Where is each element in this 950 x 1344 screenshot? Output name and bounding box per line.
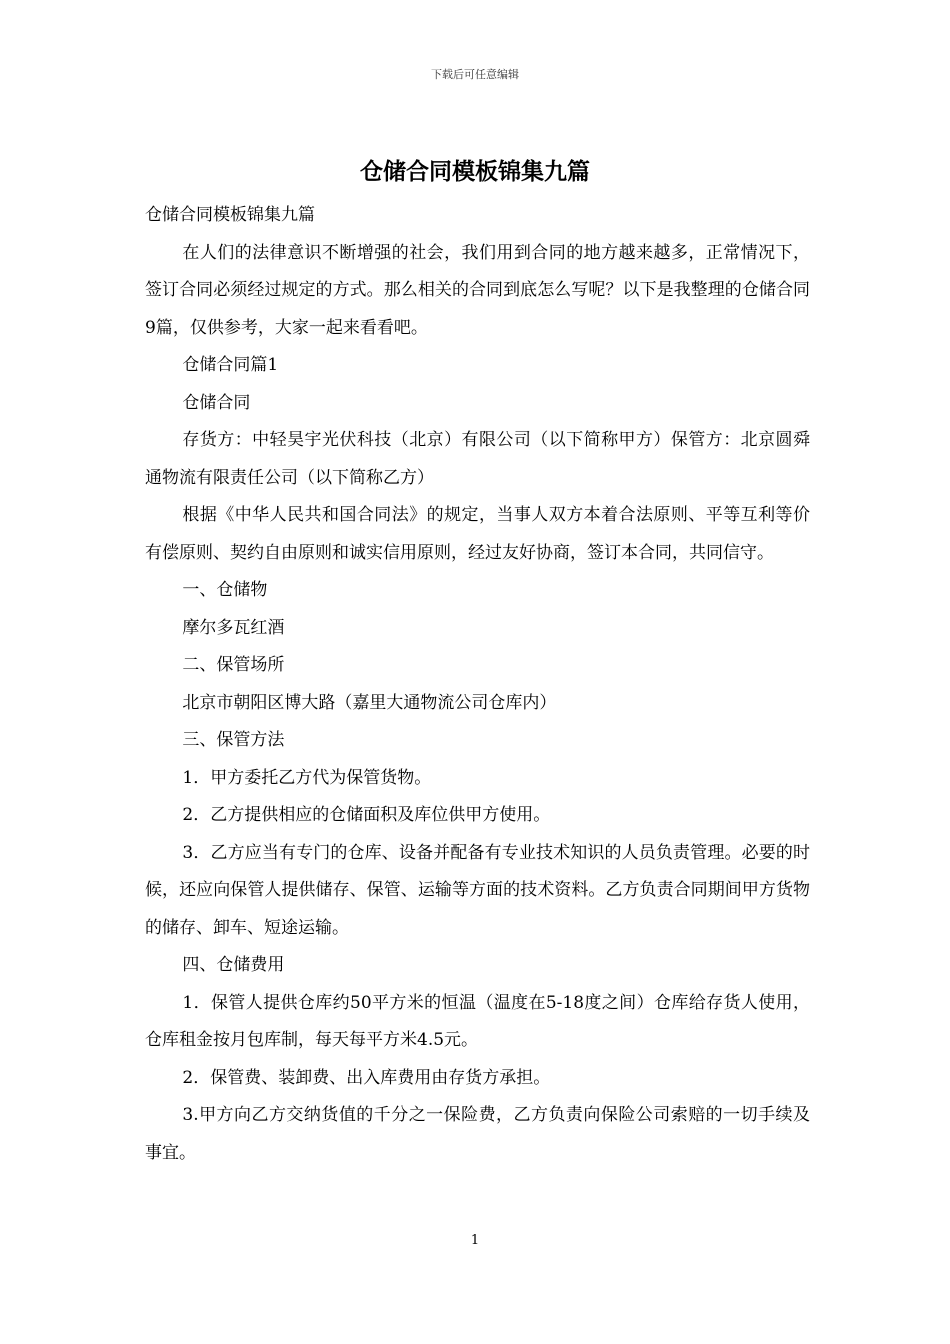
paragraph-subtitle: 仓储合同模板锦集九篇 — [145, 205, 315, 225]
list-item: 1．保管人提供仓库约50平方米的恒温（温度在5-18度之间）仓库给存货人使用，仓库租金按月包库制，每天每平方米4.5元。 — [145, 992, 810, 1050]
section-heading: 仓储合同 — [182, 392, 251, 413]
section-heading: 仓储合同篇1 — [182, 355, 279, 375]
paragraph: 在人们的法律意识不断增强的社会，我们用到合同的地方越来越多，正常情况下，签订合同必须经过规定的方式。那么相关的合同到底怎么写呢？以下是我整理的仓储合同9篇，仅供参考，大家一起来看看吧。 — [145, 242, 810, 338]
paragraph: 北京市朝阳区博大路（嘉里大通物流公司仓库内） — [182, 692, 557, 713]
section-heading: 二、保管场所 — [182, 655, 285, 675]
list-item: 3.甲方向乙方交纳货值的千分之一保险费，乙方负责向保险公司索赔的一切手续及事宜。 — [145, 1105, 810, 1163]
list-item: 3．乙方应当有专门的仓库、设备并配备有专业技术知识的人员负责管理。必要的时候，还应向保管人提供储存、保管、运输等方面的技术资料。乙方负责合同期间甲方货物的储存、卸车、短途运输。 — [145, 842, 810, 938]
list-item: 2．保管费、装卸费、出入库费用由存货方承担。 — [182, 1067, 551, 1088]
paragraph: 根据《中华人民共和国合同法》的规定，当事人双方本着合法原则、平等互利等价有偿原则、契约自由原则和诚实信用原则，经过友好协商，签订本合同，共同信守。 — [145, 505, 810, 563]
paragraph: 摩尔多瓦红酒 — [182, 617, 285, 638]
document-body — [145, 197, 810, 1172]
section-heading: 四、仓储费用 — [182, 955, 285, 975]
section-heading: 一、仓储物 — [182, 580, 268, 600]
list-item: 2．乙方提供相应的仓储面积及库位供甲方使用。 — [182, 805, 551, 825]
list-item: 1．甲方委托乙方代为保管货物。 — [182, 767, 432, 788]
paragraph: 存货方：中轻昊宇光伏科技（北京）有限公司（以下简称甲方）保管方：北京圆舜通物流有限责任公司（以下简称乙方） — [145, 430, 810, 488]
section-heading: 三、保管方法 — [182, 730, 285, 750]
page-header: 下载后可任意编辑 — [431, 68, 519, 81]
page-number: 1 — [470, 1233, 480, 1248]
document-title: 仓储合同模板锦集九篇 — [360, 158, 590, 185]
